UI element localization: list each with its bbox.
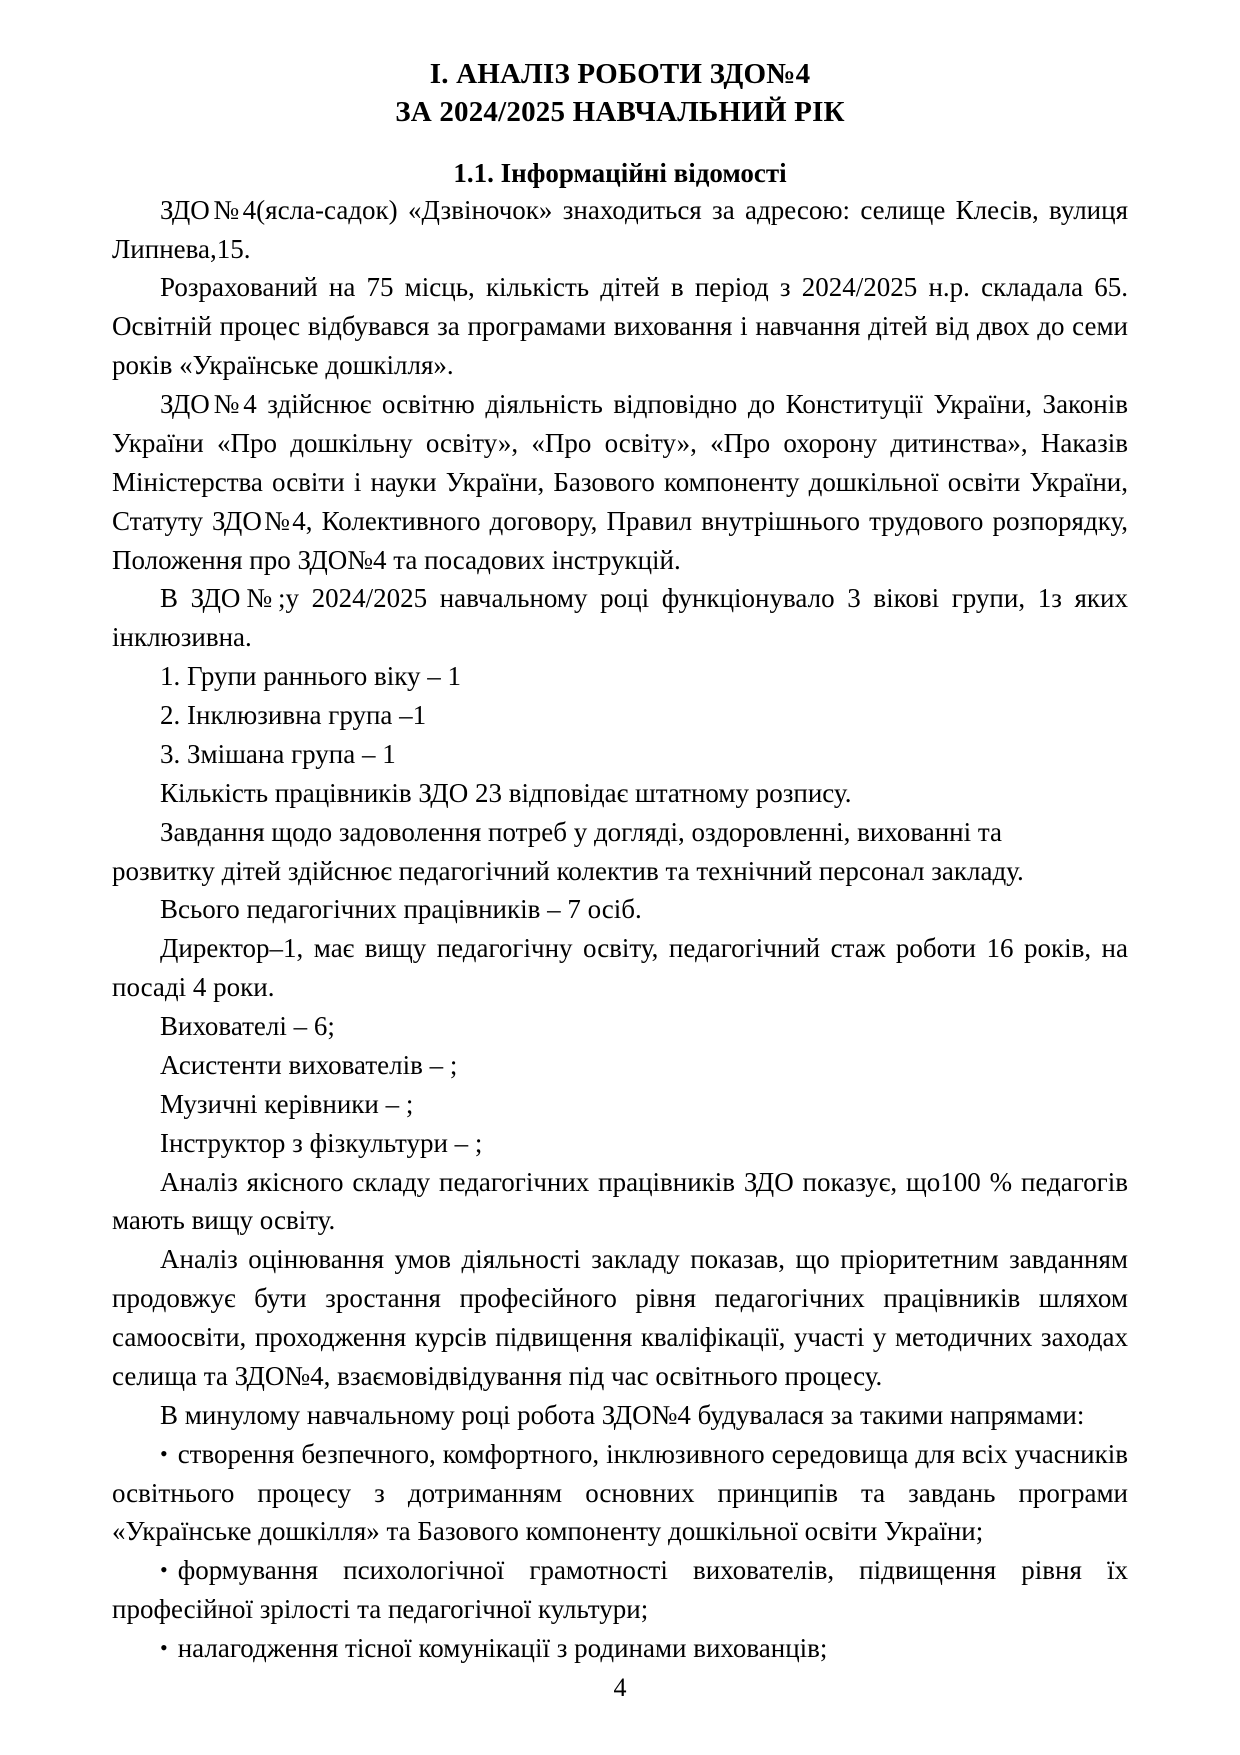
bullet-item-environment: [112, 1435, 1128, 1552]
bullet-icon: •: [160, 1557, 168, 1583]
list-item-educators: Вихователі – 6;: [160, 1011, 335, 1041]
bullet-icon: •: [160, 1635, 168, 1660]
paragraph-pedagogical-total: Всього педагогічних працівників – 7 осіб.: [160, 894, 642, 925]
paragraph-qualification-analysis: Аналіз якісного складу педагогічних працівників ЗДО показує, що100 % педагогів мають вищу освіту.: [112, 1166, 1128, 1236]
bullet-item-family-communication: [112, 1629, 1128, 1668]
page-title: [112, 55, 1128, 132]
paragraph-address: ЗДО№4(ясла-садок) «Дзвіночок» знаходиться за адресою: селище Клесів, вулиця Липнева,15.: [112, 194, 1128, 264]
paragraph-tasks-line-1: Завдання щодо задоволення потреб у догляді, оздоровленні, вихованні та: [160, 816, 1002, 847]
bullet-icon: •: [160, 1440, 168, 1466]
paragraph-capacity: Розрахований на 75 місць, кількість дітей в період з 2024/2025 н.р. складала 65. Освітній процес відбувався за програмами виховання і навчання дітей від двох до семи років «Українське дошкілля».: [112, 272, 1128, 381]
paragraph-director: Директор–1, має вищу педагогічну освіту, педагогічний стаж роботи 16 років, на посаді 4 роки.: [112, 933, 1128, 1003]
paragraph-staff-count: Кількість працівників ЗДО 23 відповідає штатному розпису.: [160, 777, 852, 808]
bullet-item-psychological-literacy: [112, 1551, 1128, 1629]
list-item-assistant-educators: Асистенти вихователів – ;: [160, 1049, 458, 1080]
list-item-music-directors: Музичні керівники – ;: [160, 1088, 414, 1119]
title-line-1: I. АНАЛІЗ РОБОТИ ЗДО№4: [429, 58, 811, 90]
list-item-group-1: 1. Групи раннього віку – 1: [160, 661, 462, 692]
page-number: 4: [613, 1673, 627, 1702]
paragraph-legal-basis: ЗДО№4 здійснює освітню діяльність відповідно до Конституції України, Законів України «Про дошкільну освіту», «Про освіту», «Про охорону дитинства», Наказів Міністерства освіти і науки України, Базового компоненту дошкільної освіти України, Статуту ЗДО№4, Колективного договору, Правил внутрішнього трудового розпорядку, Положення про ЗДО№4 та посадових інструкцій.: [112, 389, 1128, 575]
paragraph-directions-intro: В минулому навчальному році робота ЗДО№4 будувалася за такими напрямами:: [160, 1399, 1085, 1430]
paragraph-conditions-analysis: Аналіз оцінювання умов діяльності закладу показав, що пріоритетним завданням продовжує бути зростання професійного рівня педагогічних працівників шляхом самоосвіти, проходження курсів підвищення кваліфікації, участі у методичних заходах селища та ЗДО№4, взаємовідвідування під час освітнього процесу.: [112, 1244, 1128, 1391]
paragraph-tasks-line-2: розвитку дітей здійснює педагогічний колектив та технічний персонал закладу.: [112, 855, 1024, 886]
list-item-group-2: 2. Інклюзивна група –1: [160, 700, 427, 730]
title-line-2: ЗА 2024/2025 НАВЧАЛЬНИЙ РІК: [395, 96, 845, 129]
section-heading-1-1: 1.1. Інформаційні відомості: [453, 157, 787, 188]
bullet-item-environment-text: створення безпечного, комфортного, інклюзивного середовища для всіх учасників освітнього процесу з дотриманням основних принципів та завдань програми «Українське дошкілля» та Базового компоненту дошкільної освіти України;: [112, 1438, 1128, 1547]
bullet-item-family-communication-text: налагодження тісної комунікації з родинами вихованців;: [177, 1633, 828, 1663]
paragraph-groups-intro: В ЗДО№;у 2024/2025 навчальному році функціонувало 3 вікові групи, 1з яких інклюзивна.: [112, 583, 1128, 653]
list-item-pe-instructor: Інструктор з фізкультури – ;: [160, 1127, 483, 1158]
bullet-item-psychological-literacy-text: формування психологічної грамотності вихователів, підвищення рівня їх професійної зрілості та педагогічної культури;: [112, 1555, 1128, 1625]
list-item-group-3: 3. Змішана група – 1: [160, 738, 396, 769]
